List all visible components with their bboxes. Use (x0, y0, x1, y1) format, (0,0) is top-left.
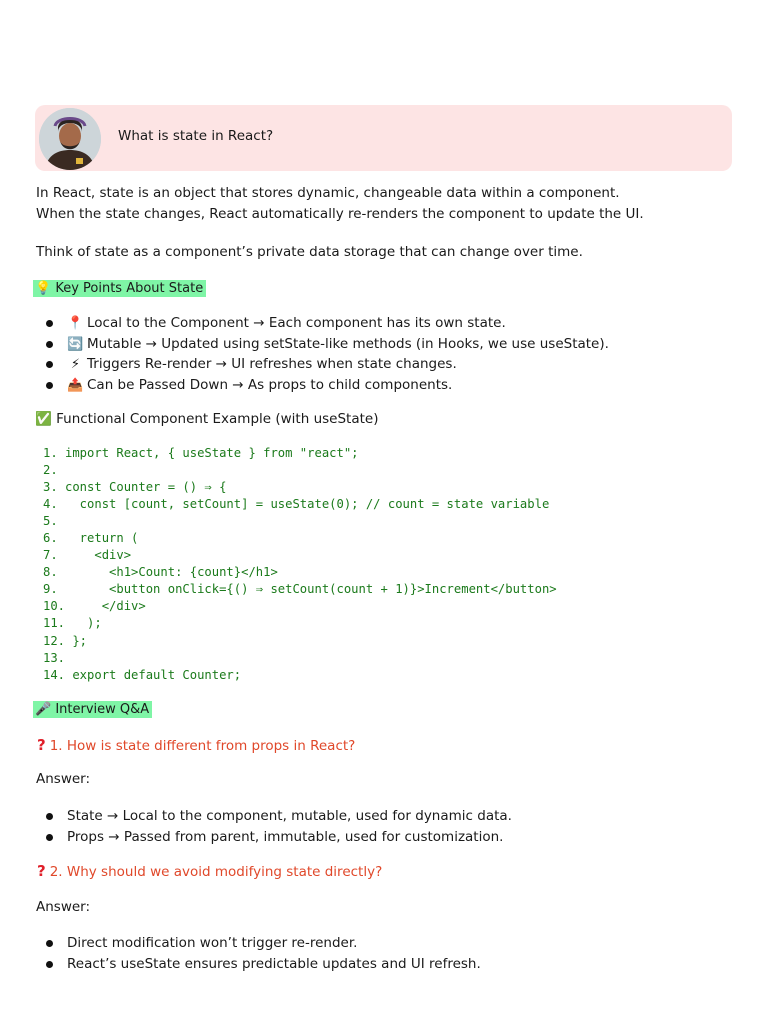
interview-heading (33, 701, 152, 718)
code-block (43, 445, 557, 684)
list-item: 📍 Local to the Component → Each component has its own state. (44, 314, 609, 335)
code-line: 5. (43, 514, 58, 529)
code-line: 8. <h1>Count: {count}</h1> (43, 565, 278, 580)
example-title: Functional Component Example (with useState) (56, 411, 379, 427)
code-line: 9. <button onClick={() ⇒ setCount(count + 1)}>Increment</button> (43, 582, 557, 597)
code-line: 4. const [count, setCount] = useState(0); // count = state variable (43, 497, 550, 512)
lightbulb-icon: 💡 (35, 281, 52, 296)
key-points-heading (33, 280, 206, 297)
code-line: 6. return ( (43, 531, 139, 546)
code-line: 12. }; (43, 633, 88, 648)
code-line: 11. ); (43, 616, 102, 631)
answer-list (44, 934, 481, 975)
answer-list (44, 807, 512, 848)
question-card (35, 105, 732, 171)
code-line: 1. import React, { useState } from "react"; (43, 446, 359, 460)
list-item: Props → Passed from parent, immutable, used for customization. (44, 828, 512, 849)
example-heading (35, 411, 378, 427)
list-item: State → Local to the component, mutable, used for dynamic data. (44, 807, 512, 828)
intro-line-1: In React, state is an object that stores dynamic, changeable data within a component. (36, 185, 620, 201)
check-icon: ✅ (35, 411, 52, 427)
list-item: 🔄 Mutable → Updated using setState-like methods (in Hooks, we use useState). (44, 335, 609, 356)
list-item: ⚡ Triggers Re-render → UI refreshes when state changes. (44, 355, 609, 376)
pin-icon: 📍 (67, 316, 84, 331)
list-item: Direct modification won’t trigger re-render. (44, 934, 481, 955)
refresh-icon: 🔄 (67, 336, 84, 352)
question-mark-icon: ? (37, 862, 46, 880)
key-points-title: Key Points About State (55, 281, 204, 296)
intro-line-3: Think of state as a component’s private data storage that can change over time. (36, 244, 583, 260)
outbox-icon: 📤 (67, 377, 84, 393)
code-line: 2. (43, 463, 58, 478)
key-points-list (44, 314, 609, 396)
lightning-icon: ⚡ (70, 357, 81, 372)
answer-label: Answer: (36, 771, 91, 787)
interview-title: Interview Q&A (55, 702, 150, 717)
code-line: 7. <div> (43, 548, 132, 563)
microphone-icon: 🎤 (35, 702, 52, 717)
code-line: 14. export default Counter; (43, 667, 242, 682)
intro-line-2: When the state changes, React automatically re-renders the component to update the UI. (36, 206, 644, 222)
question-mark-icon: ? (37, 736, 46, 754)
code-line: 10. </div> (43, 599, 146, 614)
list-item: 📤 Can be Passed Down → As props to child components. (44, 376, 609, 397)
question-1: ? 1. How is state different from props in React? (37, 736, 356, 754)
avatar (39, 108, 101, 170)
list-item: React’s useState ensures predictable updates and UI refresh. (44, 955, 481, 976)
question-2: ? 2. Why should we avoid modifying state directly? (37, 862, 383, 880)
code-line: 13. (43, 650, 66, 665)
code-line: 3. const Counter = () ⇒ { (43, 480, 227, 495)
avatar-illustration (39, 108, 101, 170)
question-title: What is state in React? (118, 128, 274, 144)
answer-label: Answer: (36, 899, 91, 915)
